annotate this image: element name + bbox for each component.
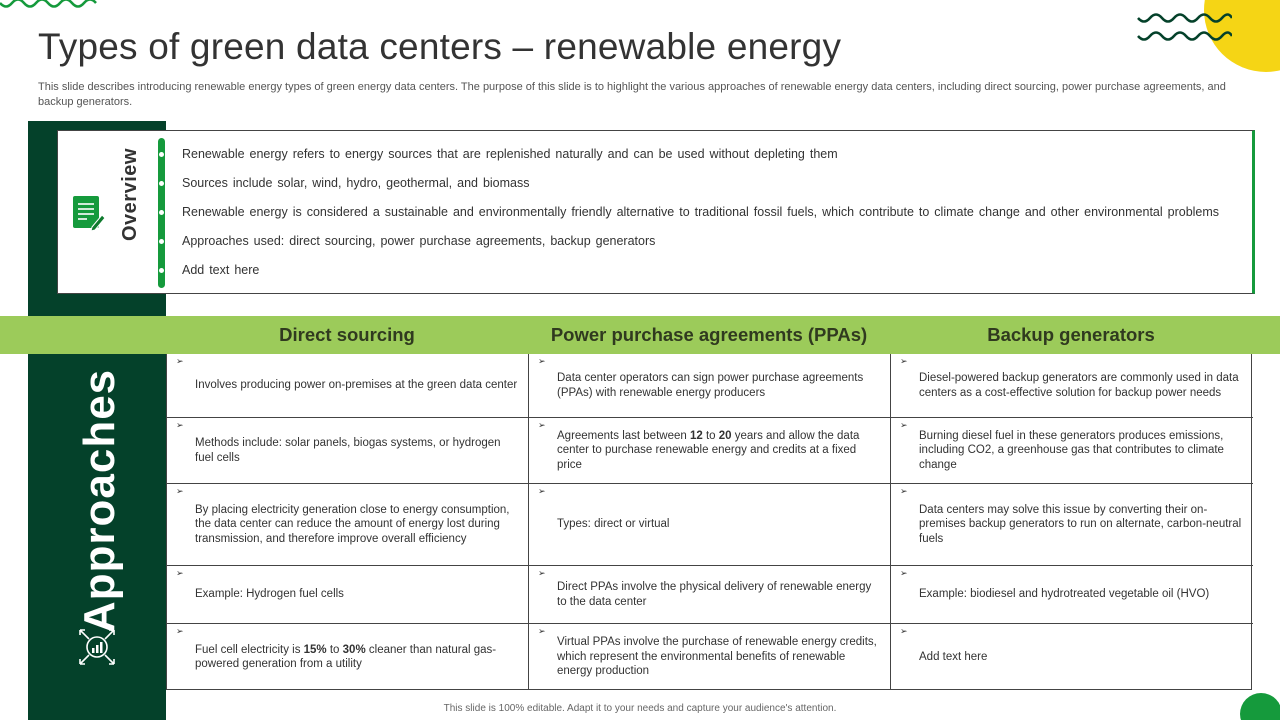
bullet-arrow-icon: ➢ bbox=[900, 356, 908, 366]
bullet-arrow-icon: ➢ bbox=[538, 420, 546, 430]
overview-item: Renewable energy refers to energy sources that are replenished naturally and can be used without depleting them bbox=[182, 147, 838, 161]
table-cell bbox=[529, 624, 891, 690]
table-cell bbox=[891, 624, 1253, 690]
table-cell bbox=[891, 354, 1253, 418]
bullet-arrow-icon: ➢ bbox=[538, 356, 546, 366]
table-cell bbox=[529, 418, 891, 484]
cell-text: Fuel cell electricity is 15% to 30% cleaner than natural gas-powered generation from a utility bbox=[195, 643, 497, 670]
table-cell bbox=[167, 566, 529, 624]
approaches-table bbox=[166, 354, 1252, 690]
timeline-dot bbox=[159, 181, 164, 186]
cell-text: Diesel-powered backup generators are commonly used in data centers as a cost-effective solution for backup power needs bbox=[919, 372, 1239, 399]
column-header-backup-generators: Backup generators bbox=[987, 324, 1155, 345]
column-header-ppas: Power purchase agreements (PPAs) bbox=[550, 324, 868, 345]
page-subtitle: This slide describes introducing renewable energy types of green energy data centers. The purpose of this slide is to highlight the various approaches of renewable energy data centers, including direct sourcing, power purchase agreements, and backup generators. bbox=[38, 81, 1226, 108]
table-cell bbox=[167, 354, 529, 418]
cell-text: Data centers may solve this issue by converting their on-premises backup generators to run on alternate, carbon-neutral fuels bbox=[919, 503, 1242, 545]
table-cell bbox=[891, 566, 1253, 624]
cell-text: Methods include: solar panels, biogas systems, or hydrogen fuel cells bbox=[195, 437, 501, 464]
wave-decoration-icon bbox=[1136, 12, 1232, 46]
table-cell bbox=[891, 484, 1253, 566]
cell-text: Virtual PPAs involve the purchase of renewable energy credits, which represent the environmental benefits of renewable energy production bbox=[557, 636, 877, 678]
bullet-arrow-icon: ➢ bbox=[176, 420, 184, 430]
cell-text: Example: biodiesel and hydrotreated vegetable oil (HVO) bbox=[919, 588, 1210, 601]
bullet-arrow-icon: ➢ bbox=[900, 568, 908, 578]
bullet-arrow-icon: ➢ bbox=[900, 626, 908, 636]
checklist-document-icon bbox=[72, 195, 106, 231]
overview-item: Renewable energy is considered a sustainable and environmentally friendly alternative to traditional fossil fuels, which contribute to climate change and other environmental problems bbox=[182, 205, 1220, 219]
table-cell bbox=[167, 418, 529, 484]
table-cell bbox=[529, 566, 891, 624]
cell-text: Involves producing power on-premises at the green data center bbox=[195, 379, 518, 392]
timeline-dot bbox=[159, 152, 164, 157]
table-cell bbox=[167, 624, 529, 690]
overview-item: Sources include solar, wind, hydro, geothermal, and biomass bbox=[182, 176, 530, 190]
cell-text: Example: Hydrogen fuel cells bbox=[195, 588, 344, 601]
page-title: Types of green data centers – renewable energy bbox=[38, 26, 842, 67]
cell-text: Direct PPAs involve the physical delivery of renewable energy to the data center bbox=[557, 581, 872, 608]
table-cell bbox=[529, 354, 891, 418]
timeline-dot bbox=[159, 239, 164, 244]
cell-text: Add text here bbox=[919, 650, 988, 663]
table-cell bbox=[529, 484, 891, 566]
table-cell bbox=[891, 418, 1253, 484]
table-cell bbox=[167, 484, 529, 566]
approaches-label: Approaches bbox=[75, 368, 124, 634]
bullet-arrow-icon: ➢ bbox=[538, 626, 546, 636]
expand-chart-icon bbox=[78, 628, 116, 666]
cell-text: By placing electricity generation close to energy consumption, the data center can reduce the amount of energy lost during transmission, and therefore improve overall efficiency bbox=[195, 503, 510, 545]
overview-label: Overview bbox=[119, 148, 141, 241]
bullet-arrow-icon: ➢ bbox=[176, 568, 184, 578]
cell-text: Agreements last between 12 to 20 years and allow the data center to purchase renewable energy and credits at a fixed price bbox=[557, 429, 860, 471]
bullet-arrow-icon: ➢ bbox=[538, 486, 546, 496]
bullet-arrow-icon: ➢ bbox=[900, 486, 908, 496]
bullet-arrow-icon: ➢ bbox=[176, 486, 184, 496]
bullet-arrow-icon: ➢ bbox=[900, 420, 908, 430]
timeline-dot bbox=[159, 268, 164, 273]
bullet-arrow-icon: ➢ bbox=[176, 626, 184, 636]
footer-note: This slide is 100% editable. Adapt it to your needs and capture your audience's attention. bbox=[443, 703, 837, 714]
cell-text: Data center operators can sign power purchase agreements (PPAs) with renewable energy producers bbox=[557, 372, 864, 399]
cell-text: Burning diesel fuel in these generators produces emissions, including CO2, a greenhouse gas that contributes to climate change bbox=[919, 429, 1224, 471]
overview-item: Approaches used: direct sourcing, power purchase agreements, backup generators bbox=[182, 234, 656, 248]
cell-text: Types: direct or virtual bbox=[557, 518, 670, 531]
timeline-dot bbox=[159, 210, 164, 215]
bullet-arrow-icon: ➢ bbox=[538, 568, 546, 578]
wave-decoration-icon bbox=[0, 0, 100, 14]
column-header-direct-sourcing: Direct sourcing bbox=[279, 324, 415, 345]
overview-item: Add text here bbox=[182, 263, 260, 277]
bullet-arrow-icon: ➢ bbox=[176, 356, 184, 366]
overview-panel bbox=[57, 130, 1255, 294]
